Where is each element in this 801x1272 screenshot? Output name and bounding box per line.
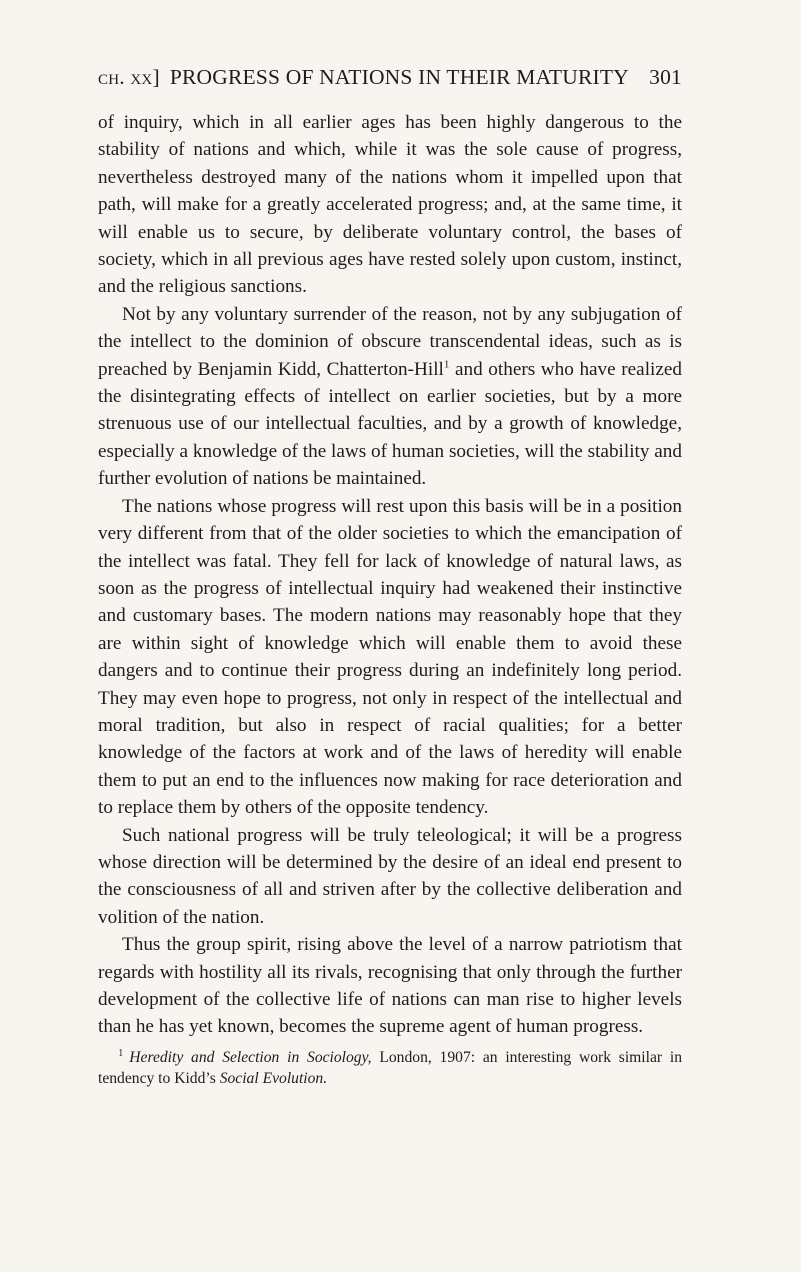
cited-work-title: Social Evolution.	[219, 1069, 328, 1087]
paragraph: of inquiry, which in all earlier ages has been highly dangerous to the stability of nations and which, while it was the sole cause of progress, nevertheless destroyed many of the nations whom it impelled upon that path, will make for a greatly accelerated progress; and, at the same time, it will enable us to secure, by deliberate voluntary control, the bases of society, which in all previous ages have rested solely upon custom, instinct, and the religious sanctions.	[98, 112, 682, 298]
footnote	[98, 1047, 682, 1089]
footnote-reference: 1	[443, 358, 450, 371]
footnote-text: London, 1907: an interesting work similar in tendency to Kidd’s	[98, 1048, 682, 1087]
paragraph: Thus the group spirit, rising above the level of a narrow patriotism that regards with hostility all its rivals, recognising that only through the further development of the collective life of nations can man rise to higher levels than he has yet known, becomes the supreme agent of human progress.	[98, 934, 682, 1038]
paragraph	[98, 301, 682, 493]
book-page	[98, 62, 682, 1089]
running-title: PROGRESS OF NATIONS IN THEIR MATURITY	[169, 65, 629, 89]
chapter-label: ch. xx]	[98, 65, 160, 89]
paragraph: The nations whose progress will rest upon this basis will be in a position very different from that of the older societies to which the emancipation of the intellect was fatal. They fell for lack of knowledge of natural laws, as soon as the progress of intellectual inquiry had weakened their instinctive and customary bases. The modern nations may reasonably hope that they are within sight of knowledge which will enable them to avoid these dangers and to continue their progress during an indefinitely long period. They may even hope to progress, not only in respect of the intellectual and moral tradition, but also in respect of racial qualities; for a better knowledge of the factors at work and of the laws of heredity will enable them to put an end to the influences now making for race deterioration and to replace them by others of the opposite tendency.	[98, 495, 682, 819]
paragraph-text: and others who have realized the disintegrating effects of intellect on earlier societies, but by a more strenuous use of our intellectual faculties, and by a growth of knowledge, especially a knowledge of the laws of human societies, will the stability and further evolution of nations be maintained.	[98, 358, 682, 490]
cited-work-title: Heredity and Selection in Sociology,	[129, 1048, 372, 1066]
body-text	[98, 109, 682, 1041]
running-head	[98, 62, 682, 92]
paragraph-text: Not by any voluntary surrender of the reason, not by any subjugation of the intellect to the dominion of obscure transcendental ideas, such as is preached by Benjamin Kidd, Chatterton-Hill	[98, 303, 682, 380]
paragraph: Such national progress will be truly teleological; it will be a progress whose direction will be determined by the desire of an ideal end present to the consciousness of all and striven after by the collective deliberation and volition of the nation.	[98, 824, 682, 928]
page-number: 301	[649, 65, 682, 89]
footnote-mark: 1	[118, 1047, 124, 1059]
